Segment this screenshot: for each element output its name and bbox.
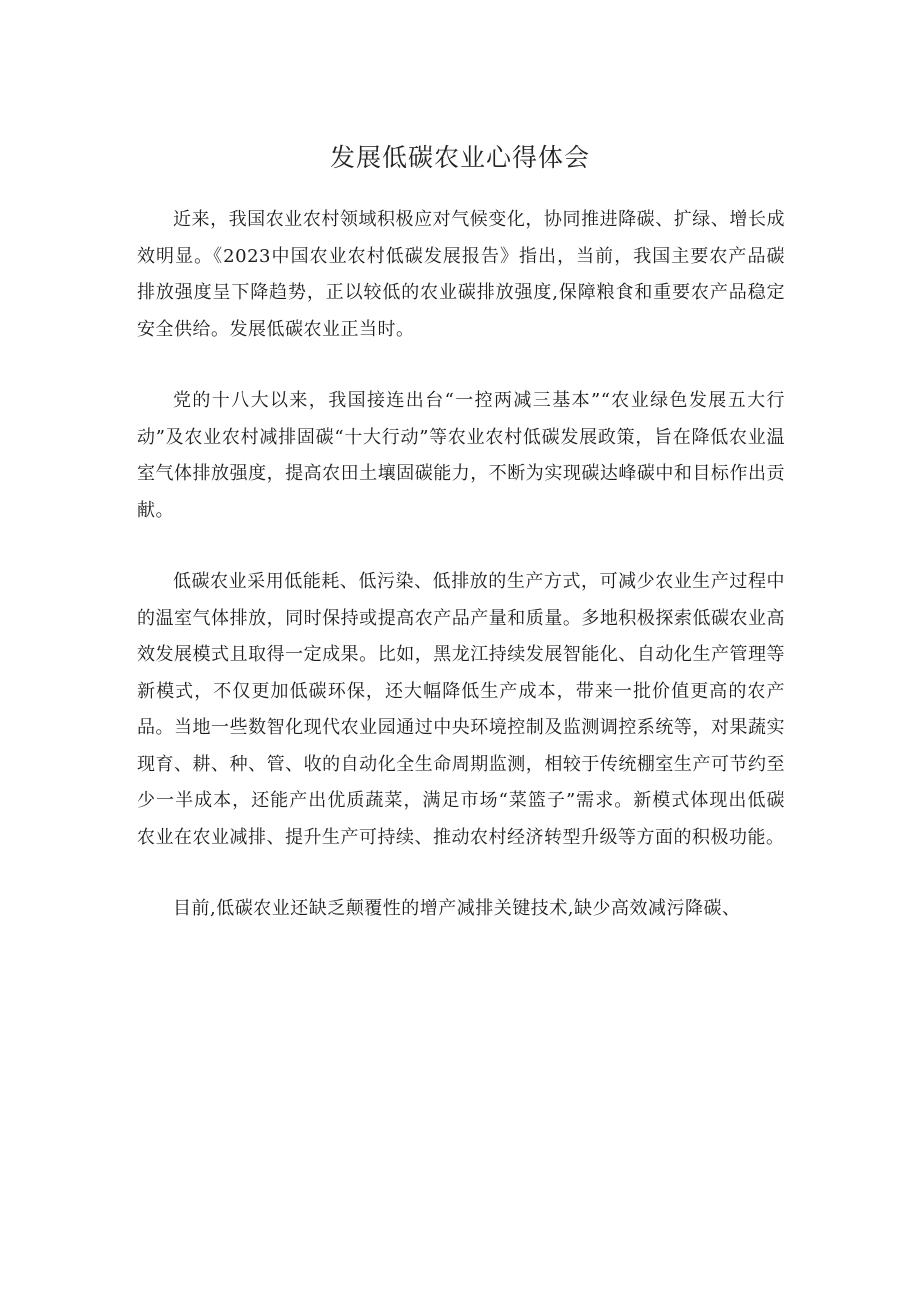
- paragraph-4: 目前,低碳农业还缺乏颠覆性的增产减排关键技术,缺少高效减污降碳、: [173, 898, 741, 919]
- document-title: 发展低碳农业心得体会: [329, 143, 590, 172]
- paragraph-3: 低碳农业采用低能耗、低污染、低排放的生产方式，可减少农业生产过程中的温室气体排放，同时保持或提高农产品产量和质量。多地积极探索低碳农业高效发展模式且取得一定成果。比如，黑龙江持续发展智能化、自动化生产管理等新模式，不仅更加低碳环保，还大幅降低生产成本，带来一批价值更高的农产品。当地一些数智化现代农业园通过中央环境控制及监测调控系统等，对果蔬实现育、耕、种、管、收的自动化全生命周期监测，相较于传统棚室生产可节约至少一半成本，还能产出优质蔬菜，满足市场“菜篮子”需求。新模式体现出低碳农业在农业减排、提升生产可持续、推动农村经济转型升级等方面的积极功能。: [137, 571, 785, 848]
- document-body: [137, 202, 785, 963]
- paragraph-1: 近来，我国农业农村领域积极应对气候变化，协同推进降碳、扩绿、增长成效明显。《2023中国农业农村低碳发展报告》指出，当前，我国主要农产品碳排放强度呈下降趋势，正以较低的农业碳排放强度,保障粮食和重要农产品稳定安全供给。发展低碳农业正当时。: [137, 209, 785, 340]
- paragraph-2: 党的十八大以来，我国接连出台“一控两减三基本”“农业绿色发展五大行动”及农业农村减排固碳“十大行动”等农业农村低碳发展政策，旨在降低农业温室气体排放强度，提高农田土壤固碳能力，不断为实现碳达峰碳中和目标作出贡献。: [137, 390, 785, 521]
